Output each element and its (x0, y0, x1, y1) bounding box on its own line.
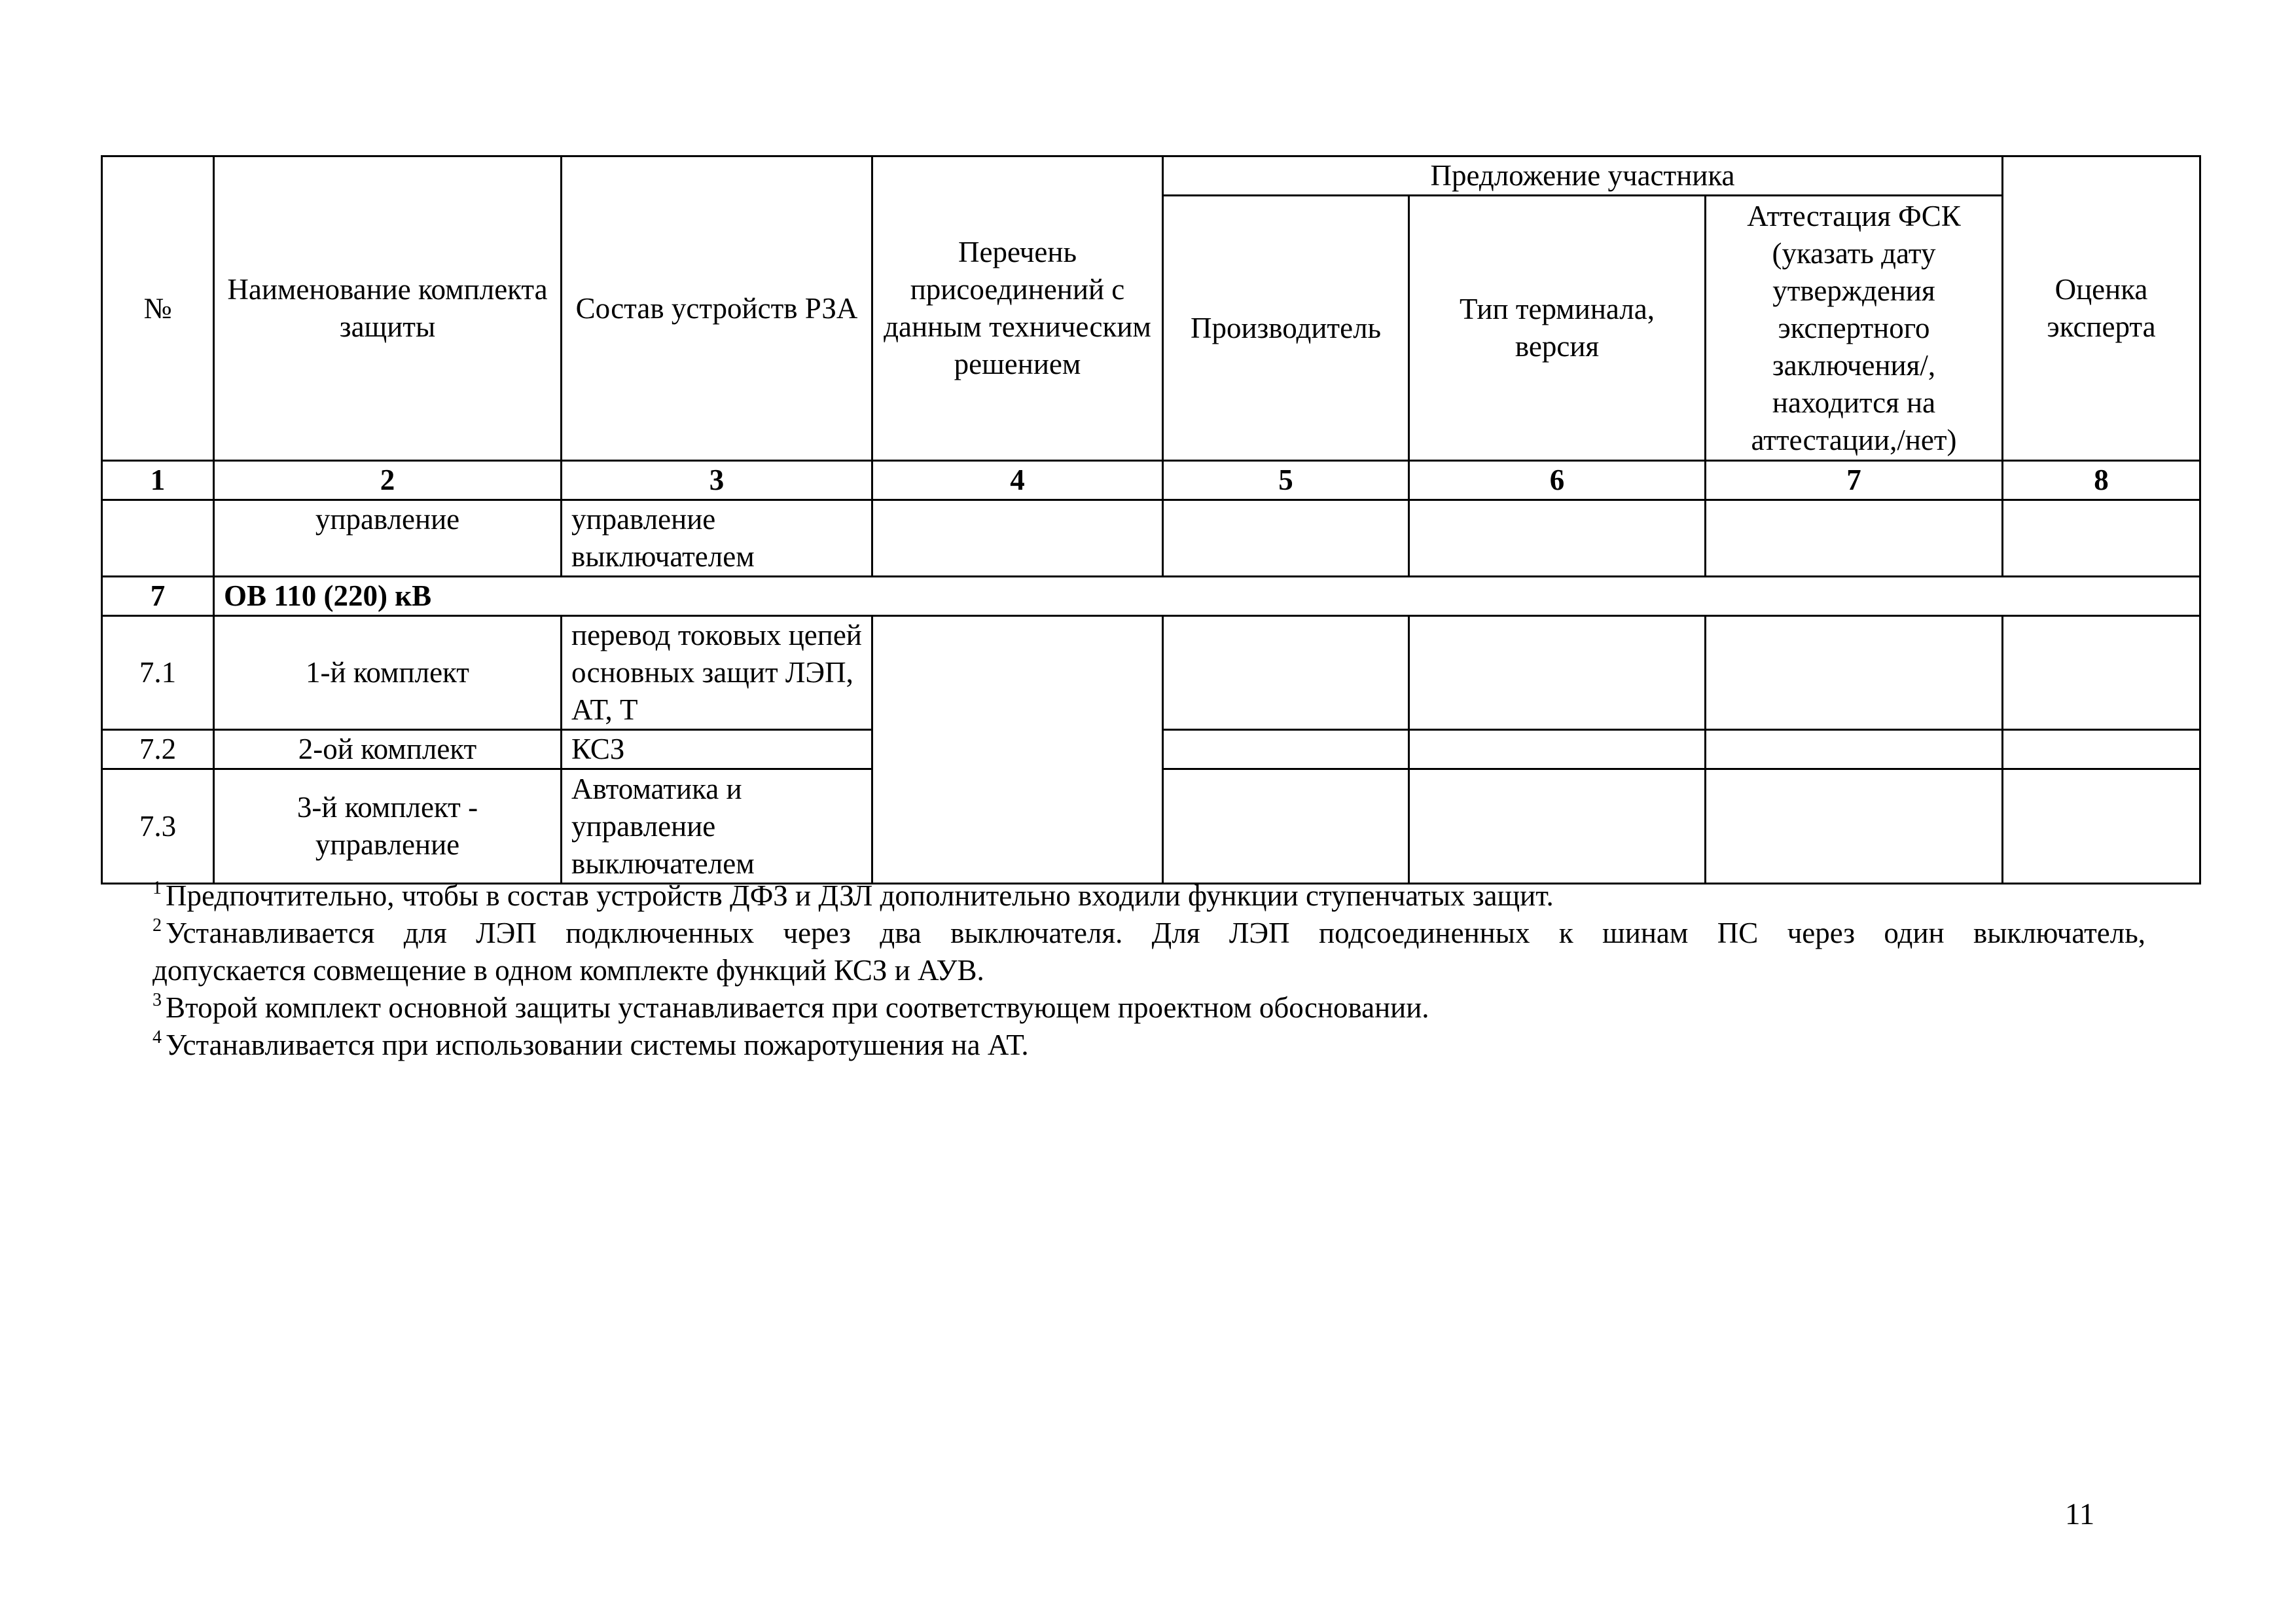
row-name-cell: управление (214, 500, 562, 577)
empty-cell (1706, 730, 2003, 769)
empty-cell (2003, 730, 2200, 769)
empty-cell (1706, 616, 2003, 730)
header-terminal-type: Тип терминала, версия (1409, 196, 1706, 461)
table-row-continued (102, 500, 2200, 577)
row-composition-cell: КСЗ (562, 730, 872, 769)
empty-cell (1163, 769, 1409, 884)
empty-cell (1409, 730, 1706, 769)
row-composition-cell: Автоматика и управление выключателем (562, 769, 872, 884)
empty-cell (872, 500, 1163, 577)
row-composition-cell: перевод токовых цепей основных защит ЛЭП, АТ, Т (562, 616, 872, 730)
header-protection-set-name: Наименование комплекта защиты (214, 156, 562, 461)
footnote-1 (152, 877, 2145, 915)
section-num: 7 (102, 577, 214, 616)
column-number: 7 (1706, 461, 2003, 500)
empty-cell (1163, 500, 1409, 577)
header-rza-composition: Состав устройств РЗА (562, 156, 872, 461)
footnote-text: допускается совмещение в одном комплекте функций КСЗ и АУВ. (152, 954, 984, 987)
section-title: ОВ 110 (220) кВ (214, 577, 2200, 616)
empty-cell (2003, 500, 2200, 577)
header-expert-rating: Оценка эксперта (2003, 156, 2200, 461)
empty-cell (1409, 769, 1706, 884)
empty-cell (1163, 730, 1409, 769)
footnotes (152, 877, 2145, 1064)
footnote-4 (152, 1027, 2145, 1064)
column-number: 2 (214, 461, 562, 500)
column-number-row (102, 461, 2200, 500)
footnote-2-line-1 (152, 915, 2145, 952)
row-num-cell: 7.1 (102, 616, 214, 730)
footnote-mark: 2 (152, 915, 162, 936)
row-num-cell: 7.3 (102, 769, 214, 884)
footnote-text: Устанавливается для ЛЭП подключенных через два выключателя. Для ЛЭП подсоединенных к шинам ПС через один выключатель, (166, 917, 2145, 949)
row-name-cell: 3-й комплект - управление (214, 769, 562, 884)
row-name-cell: 2-ой комплект (214, 730, 562, 769)
empty-cell (1409, 500, 1706, 577)
footnote-text: Предпочтительно, чтобы в состав устройств ДФЗ и ДЗЛ дополнительно входили функции ступенчатых защит. (166, 879, 1554, 912)
footnote-mark: 4 (152, 1027, 162, 1048)
empty-cell (1706, 500, 2003, 577)
header-row-top (102, 156, 2200, 196)
header-participant-proposal: Предложение участника (1163, 156, 2003, 196)
footnote-2-line-2 (152, 952, 2145, 989)
empty-cell (1409, 616, 1706, 730)
section-row (102, 577, 2200, 616)
footnote-mark: 1 (152, 878, 162, 898)
footnote-text: Устанавливается при использовании системы пожаротушения на АТ. (166, 1029, 1029, 1061)
header-connections-list: Перечень присоединений с данным техническим решением (872, 156, 1163, 461)
column-number: 4 (872, 461, 1163, 500)
row-num-cell (102, 500, 214, 577)
empty-cell (2003, 616, 2200, 730)
row-composition-cell: управление выключателем (562, 500, 872, 577)
protection-equipment-table (101, 155, 2201, 884)
column-number: 1 (102, 461, 214, 500)
empty-cell (1706, 769, 2003, 884)
row-num-cell: 7.2 (102, 730, 214, 769)
column-number: 5 (1163, 461, 1409, 500)
header-fsk-certification: Аттестация ФСК (указать дату утверждения экспертного заключения/, находится на аттестации,/нет) (1706, 196, 2003, 461)
footnote-mark: 3 (152, 990, 162, 1010)
header-manufacturer: Производитель (1163, 196, 1409, 461)
empty-cell (2003, 769, 2200, 884)
header-num: № (102, 156, 214, 461)
column-number: 8 (2003, 461, 2200, 500)
connections-merged-cell (872, 616, 1163, 884)
footnote-3 (152, 989, 2145, 1027)
table-row (102, 616, 2200, 730)
column-number: 6 (1409, 461, 1706, 500)
page-number: 11 (2065, 1497, 2095, 1531)
empty-cell (1163, 616, 1409, 730)
column-number: 3 (562, 461, 872, 500)
row-name-cell: 1-й комплект (214, 616, 562, 730)
footnote-text: Второй комплект основной защиты устанавливается при соответствующем проектном обосновании. (166, 991, 1429, 1024)
